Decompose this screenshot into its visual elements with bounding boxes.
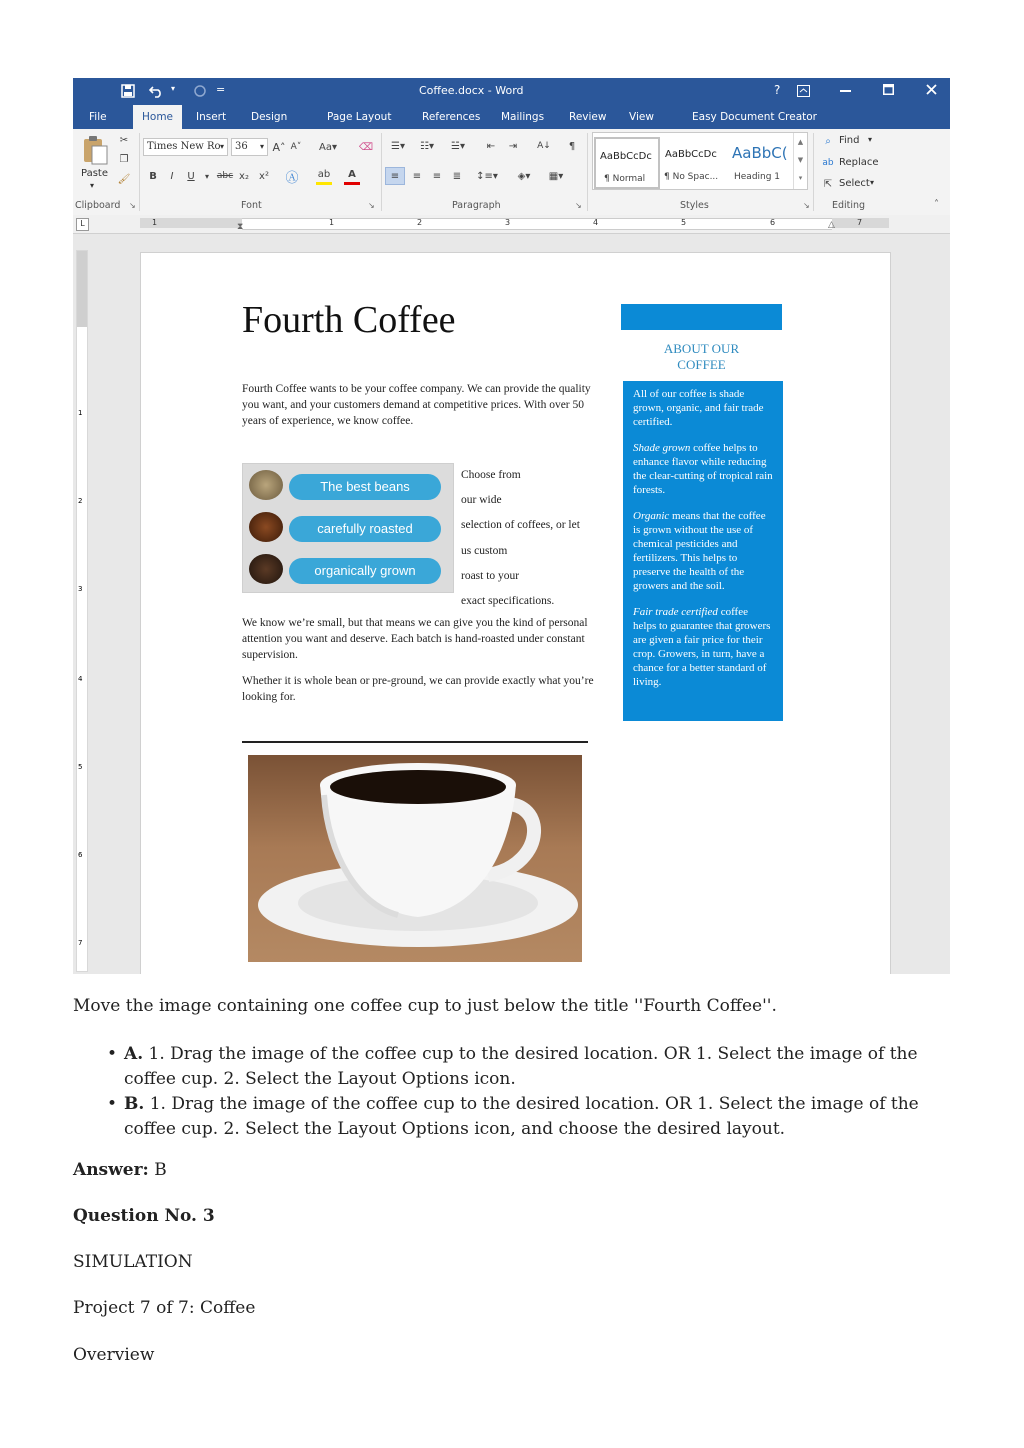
subscript-button[interactable]: x₂ (239, 170, 249, 182)
sidebar-panel[interactable] (623, 381, 783, 721)
vruler-number: 5 (78, 763, 83, 771)
ground-coffee-graphic (249, 554, 283, 584)
horizontal-ruler[interactable] (73, 215, 950, 234)
highlight-icon[interactable]: ab (316, 167, 332, 185)
style-normal[interactable] (594, 137, 660, 189)
ruler-number: 1 (152, 218, 158, 227)
ribbon-home (73, 129, 950, 216)
simulation-label: SIMULATION (73, 1252, 193, 1272)
group-editing-label: Editing (832, 200, 866, 211)
paste-dropdown-icon[interactable]: ▾ (90, 181, 95, 190)
sidebar-paragraph-2 (633, 441, 773, 497)
undo-icon[interactable] (149, 84, 165, 98)
word-window (73, 78, 950, 974)
help-icon[interactable]: ? (774, 83, 781, 97)
borders-icon[interactable]: ▦▾ (548, 170, 564, 182)
style-heading-1-name: Heading 1 (734, 172, 781, 182)
ribbon-display-options-icon[interactable] (797, 85, 810, 97)
sidebar-text: coffee helps to enhance flavor while reducing the clear-cutting of tropical rain forests. (633, 442, 773, 496)
sidebar-paragraph-4 (633, 605, 773, 689)
align-left-icon[interactable]: ≡ (385, 167, 405, 185)
select-dropdown-icon[interactable]: ▾ (870, 178, 875, 187)
wrapped-text[interactable] (461, 463, 611, 614)
sidebar-heading[interactable] (621, 341, 782, 373)
styles-scroll[interactable]: ▲ ▼ ▾ (793, 133, 807, 189)
roasted-beans-graphic (249, 512, 283, 542)
option-letter: B. (124, 1094, 145, 1114)
ruler-number: 3 (505, 218, 511, 227)
pill-carefully-roasted: carefully roasted (289, 516, 441, 542)
justify-icon[interactable]: ≣ (452, 170, 462, 182)
option-letter: A. (124, 1044, 144, 1064)
coffee-cup-graphic (248, 755, 582, 962)
styles-gallery (592, 132, 808, 190)
tab-view[interactable]: View (629, 111, 654, 123)
wrap-line: exact specifications. (461, 595, 555, 608)
style-no-spacing[interactable] (661, 137, 727, 189)
decrease-indent-icon[interactable]: ⇤ (486, 140, 496, 152)
ribbon-tabs (73, 105, 950, 129)
tab-design[interactable]: Design (251, 111, 288, 123)
sort-icon[interactable]: A↓ (537, 141, 551, 151)
find-button[interactable]: Find (839, 135, 860, 146)
divider (139, 133, 140, 211)
answer-line (73, 1160, 167, 1180)
overview-label: Overview (73, 1345, 155, 1365)
increase-indent-icon[interactable]: ⇥ (508, 140, 518, 152)
project-label: Project 7 of 7: Coffee (73, 1298, 256, 1318)
intro-paragraph[interactable]: Fourth Coffee wants to be your coffee company. We can provide the quality you want, and your customers demand at competitive prices. With over 50 years of experience, we know coffee. (242, 383, 591, 427)
whole-bean-paragraph[interactable]: Whether it is whole bean or pre-ground, we can provide exactly what you’re looking for. (242, 675, 594, 703)
tab-selector-icon[interactable]: L (76, 218, 89, 231)
wrap-line: Choose from (461, 469, 521, 481)
find-icon[interactable]: ⌕ (825, 135, 831, 147)
numbering-icon[interactable]: ☷▾ (420, 140, 434, 152)
styles-launcher-icon[interactable]: ↘ (803, 201, 810, 210)
replace-button[interactable]: Replace (839, 157, 879, 168)
wrap-line: selection of coffees, or let (461, 519, 580, 532)
group-font-label: Font (241, 200, 262, 211)
save-icon[interactable] (121, 84, 135, 98)
ruler-number: 4 (593, 218, 599, 227)
indent-marker-icon[interactable]: ⧗ (237, 222, 244, 232)
vruler-number: 7 (78, 939, 83, 947)
shrink-font-icon[interactable]: A˅ (290, 142, 302, 152)
underline-button[interactable]: U (187, 170, 195, 182)
minimize-icon[interactable] (840, 90, 851, 92)
wrap-line: our wide (461, 494, 502, 507)
wrap-line: roast to your (461, 569, 520, 582)
ruler-number: 7 (857, 218, 863, 227)
clipboard-launcher-icon[interactable]: ↘ (129, 201, 136, 210)
tab-mailings[interactable]: Mailings (501, 111, 545, 123)
vruler-number: 3 (78, 585, 83, 593)
answer-options (73, 1042, 933, 1142)
document-page[interactable] (140, 252, 891, 974)
ruler-number: 6 (770, 218, 776, 227)
show-formatting-icon[interactable]: ¶ (568, 140, 576, 152)
tab-file[interactable]: File (89, 111, 107, 123)
tab-insert[interactable]: Insert (196, 111, 227, 123)
option-a[interactable] (73, 1042, 933, 1092)
ruler-number: 5 (681, 218, 687, 227)
sidebar-header-bar (621, 304, 782, 330)
find-dropdown-icon[interactable]: ▾ (868, 135, 873, 144)
document-title[interactable]: Fourth Coffee (242, 299, 456, 341)
bold-button[interactable]: B (149, 170, 157, 182)
customize-qat-icon[interactable]: = (216, 83, 226, 96)
tab-easy-document-creator[interactable]: Easy Document Creator (692, 111, 817, 123)
pill-best-beans: The best beans (289, 474, 441, 500)
tab-review[interactable]: Review (569, 111, 607, 123)
style-no-spacing-name: ¶ No Spac... (664, 172, 719, 182)
underline-dropdown-icon[interactable]: ▾ (204, 171, 209, 181)
align-right-icon[interactable]: ≡ (432, 170, 442, 182)
attention-paragraph[interactable]: We know we’re small, but that means we can give you the kind of personal attention you want and deserve. Each batch is hand-roasted under constant supervision. (242, 617, 588, 661)
format-painter-icon[interactable]: 🖌 (117, 173, 131, 185)
vertical-ruler[interactable] (76, 250, 88, 972)
font-name-box[interactable] (143, 138, 228, 156)
font-color-icon[interactable]: A (344, 167, 360, 185)
font-name-value: Times New Ro (147, 141, 221, 152)
style-normal-name: ¶ Normal (604, 174, 646, 184)
copy-icon[interactable]: ❐ (119, 153, 129, 165)
answer-label: Answer: (73, 1160, 149, 1180)
sidebar-emphasis: Organic (633, 510, 670, 522)
horizontal-rule (242, 741, 588, 743)
group-clipboard-label: Clipboard (75, 200, 121, 211)
shading-icon[interactable]: ◈▾ (517, 170, 531, 182)
undo-dropdown-icon[interactable]: ▾ (171, 84, 176, 93)
right-indent-marker-icon[interactable]: △ (828, 220, 835, 230)
sidebar-emphasis: Shade grown (633, 442, 691, 454)
font-size-box[interactable] (231, 138, 268, 156)
grow-font-icon[interactable]: A˄ (272, 140, 286, 154)
pill-organically-grown: organically grown (289, 558, 441, 584)
next-question-heading: Question No. 3 (73, 1206, 215, 1226)
style-heading-1[interactable] (728, 137, 794, 189)
paragraph-launcher-icon[interactable]: ↘ (575, 201, 582, 210)
font-size-dropdown-icon[interactable]: ▾ (259, 142, 264, 151)
text-effects-icon[interactable]: Ⓐ (285, 170, 299, 186)
sidebar-text: means that the coffee is grown without the use of chemical pesticides and fertilizers. This helps to preserve the health of the growers and the soil. (633, 510, 766, 592)
ruler-number: 1 (329, 218, 335, 227)
align-center-icon[interactable]: ≡ (412, 170, 422, 182)
select-button[interactable]: Select (839, 178, 870, 189)
vruler-top-margin (77, 251, 87, 327)
sidebar-paragraph-1: All of our coffee is shade grown, organic, and fair trade certified. (633, 388, 764, 428)
group-styles-label: Styles (680, 200, 709, 211)
change-case-button[interactable]: Aa ▾ (319, 141, 337, 153)
maximize-icon[interactable] (883, 84, 894, 95)
option-text: 1. Drag the image of the coffee cup to the desired location. OR 1. Select the image of the coffee cup. 2. Select the Layout Options icon, and choose the desired layout. (124, 1094, 919, 1139)
answer-value: B (148, 1160, 167, 1180)
line-spacing-icon[interactable]: ↕≡▾ (476, 170, 498, 182)
wrap-line: us custom (461, 544, 508, 557)
select-icon[interactable]: ⇱ (823, 178, 833, 190)
vruler-number: 2 (78, 497, 83, 505)
redo-icon[interactable] (193, 84, 207, 98)
group-paragraph-label: Paragraph (452, 200, 501, 211)
style-no-spacing-sample: AaBbCcDc (665, 149, 717, 160)
collapse-ribbon-icon[interactable]: ˄ (934, 199, 939, 210)
sidebar-heading-line: COFFEE (677, 357, 726, 372)
change-case-label: Aa (319, 141, 332, 153)
window-title: Coffee.docx - Word (419, 84, 524, 97)
sidebar-text: coffee helps to guarantee that growers are given a fair price for their crop. Growers, in turn, have a chance for a better standard of living. (633, 606, 771, 688)
option-text: 1. Drag the image of the coffee cup to the desired location. OR 1. Select the image of the coffee cup. 2. Select the Layout Options icon. (124, 1044, 918, 1089)
multilevel-list-icon[interactable]: ☱▾ (451, 140, 465, 152)
tab-home[interactable]: Home (133, 105, 182, 130)
tab-references[interactable]: References (422, 111, 481, 123)
ruler-number: 2 (417, 218, 423, 227)
style-normal-sample: AaBbCcDc (600, 151, 652, 162)
cut-icon[interactable]: ✂ (119, 134, 129, 146)
sidebar-emphasis: Fair trade certified (633, 606, 718, 618)
font-size-value: 36 (235, 141, 248, 152)
vruler-number: 1 (78, 409, 83, 417)
vruler-number: 6 (78, 851, 83, 859)
divider (381, 133, 382, 211)
strikethrough-button[interactable]: abc (216, 171, 234, 181)
question-prompt: Move the image containing one coffee cup to just below the title ''Fourth Coffee''. (73, 996, 777, 1016)
paste-icon[interactable] (81, 135, 109, 165)
coffee-beans-image[interactable] (242, 463, 454, 593)
vruler-number: 4 (78, 675, 83, 683)
divider (587, 133, 588, 211)
sidebar-heading-line: ABOUT OUR (663, 341, 740, 356)
tab-page-layout[interactable]: Page Layout (327, 111, 392, 123)
clear-formatting-icon[interactable]: ⌫ (358, 141, 374, 153)
option-b[interactable] (73, 1092, 933, 1142)
bullets-icon[interactable]: ☰▾ (391, 140, 405, 152)
style-heading-1-sample: AaBbC( (732, 144, 788, 162)
divider (813, 133, 814, 211)
sidebar-paragraph-3 (633, 509, 773, 593)
title-bar (73, 78, 950, 105)
superscript-button[interactable]: x² (259, 170, 269, 182)
green-beans-graphic (249, 470, 283, 500)
close-icon[interactable] (926, 84, 937, 95)
replace-icon[interactable]: ab (822, 158, 834, 168)
paste-label[interactable]: Paste (81, 168, 108, 179)
font-name-dropdown-icon[interactable]: ▾ (219, 142, 224, 151)
font-launcher-icon[interactable]: ↘ (368, 201, 375, 210)
italic-button[interactable]: I (170, 170, 174, 182)
coffee-cup-image[interactable] (248, 755, 582, 962)
